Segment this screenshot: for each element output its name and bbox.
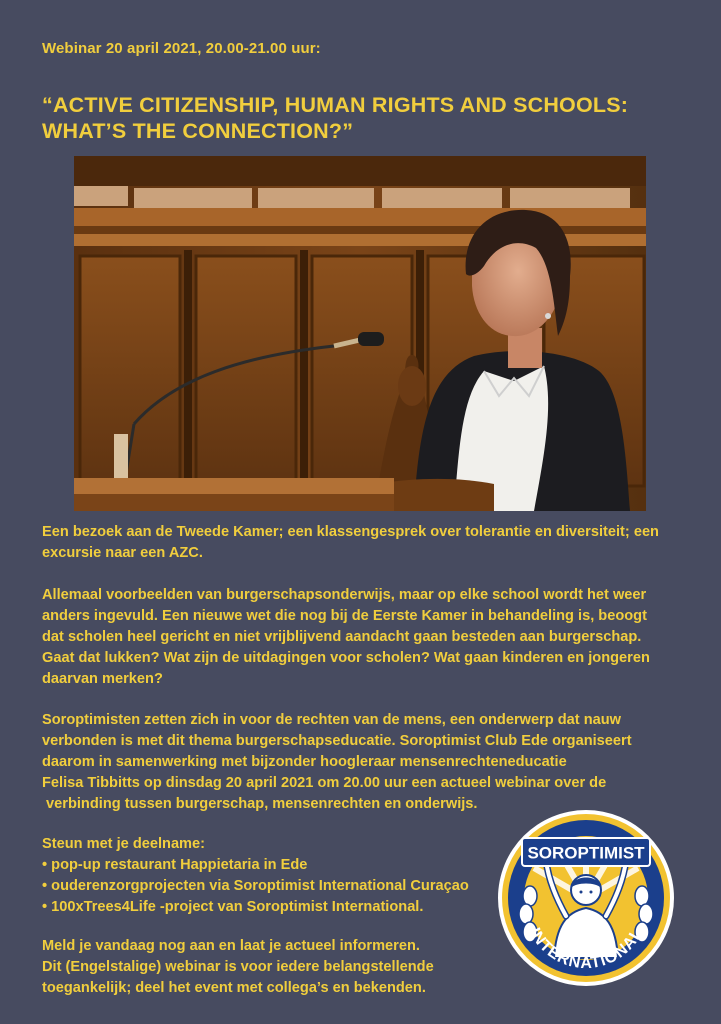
soroptimist-logo bbox=[496, 808, 676, 988]
examples-paragraph bbox=[42, 585, 682, 690]
support-heading: Steun met je deelname: bbox=[42, 836, 206, 852]
event-title-line: “ACTIVE CITIZENSHIP, HUMAN RIGHTS AND SCHOOLS: bbox=[42, 93, 629, 117]
soroptimist-line: Soroptimisten zetten zich in voor de rechten van de mens, een onderwerp dat nauw bbox=[42, 712, 621, 728]
support-item: • pop-up restaurant Happietaria in Ede bbox=[42, 855, 682, 876]
soroptimist-line: verbinding tussen burgerschap, mensenrechten en onderwijs. bbox=[42, 796, 478, 812]
soroptimist-line: daarom in samenwerking met bijzonder hoogleraar mensenrechteneducatie bbox=[42, 754, 567, 770]
soroptimist-paragraph bbox=[42, 710, 682, 815]
support-item: • ouderenzorgprojecten via Soroptimist International Curaçao bbox=[42, 876, 682, 897]
examples-line: dat scholen heel gericht en niet vrijblijvend aandacht gaan besteden aan burgerschap. bbox=[42, 629, 642, 645]
intro-paragraph bbox=[42, 522, 682, 564]
closing-line: Dit (Engelstalige) webinar is voor iedere belangstellende bbox=[42, 959, 434, 975]
intro-line: excursie naar een AZC. bbox=[42, 545, 203, 561]
intro-line: Een bezoek aan de Tweede Kamer; een klassengesprek over tolerantie en diversiteit; een bbox=[42, 524, 659, 540]
examples-line: anders ingevuld. Een nieuwe wet die nog bij de Eerste Kamer in behandeling is, beoogt bbox=[42, 608, 647, 624]
examples-line: Gaat dat lukken? Wat zijn de uitdagingen voor scholen? Wat gaan kinderen en jongeren bbox=[42, 650, 650, 666]
event-title bbox=[42, 92, 662, 144]
soroptimist-line: verbonden is met dit thema burgerschapseducatie. Soroptimist Club Ede organiseert bbox=[42, 733, 632, 749]
logo-top-text: SOROPTIMIST bbox=[527, 843, 645, 863]
soroptimist-line: Felisa Tibbitts op dinsdag 20 april 2021 om 20.00 uur een actueel webinar over de bbox=[42, 775, 607, 791]
closing-line: toegankelijk; deel het event met collega’s en bekenden. bbox=[42, 980, 426, 996]
webinar-date-line: Webinar 20 april 2021, 20.00-21.00 uur: bbox=[42, 40, 321, 57]
support-item: • 100xTrees4Life -project van Soroptimist International. bbox=[42, 897, 682, 918]
logo-bottom-text: INTERNATIONAL bbox=[525, 925, 647, 972]
examples-line: daarvan merken? bbox=[42, 671, 163, 687]
examples-line: Allemaal voorbeelden van burgerschapsonderwijs, maar op elke school wordt het weer bbox=[42, 587, 647, 603]
speaker-photo bbox=[74, 156, 646, 511]
event-title-line: WHAT’S THE CONNECTION?” bbox=[42, 119, 354, 143]
closing-line: Meld je vandaag nog aan en laat je actueel informeren. bbox=[42, 938, 420, 954]
